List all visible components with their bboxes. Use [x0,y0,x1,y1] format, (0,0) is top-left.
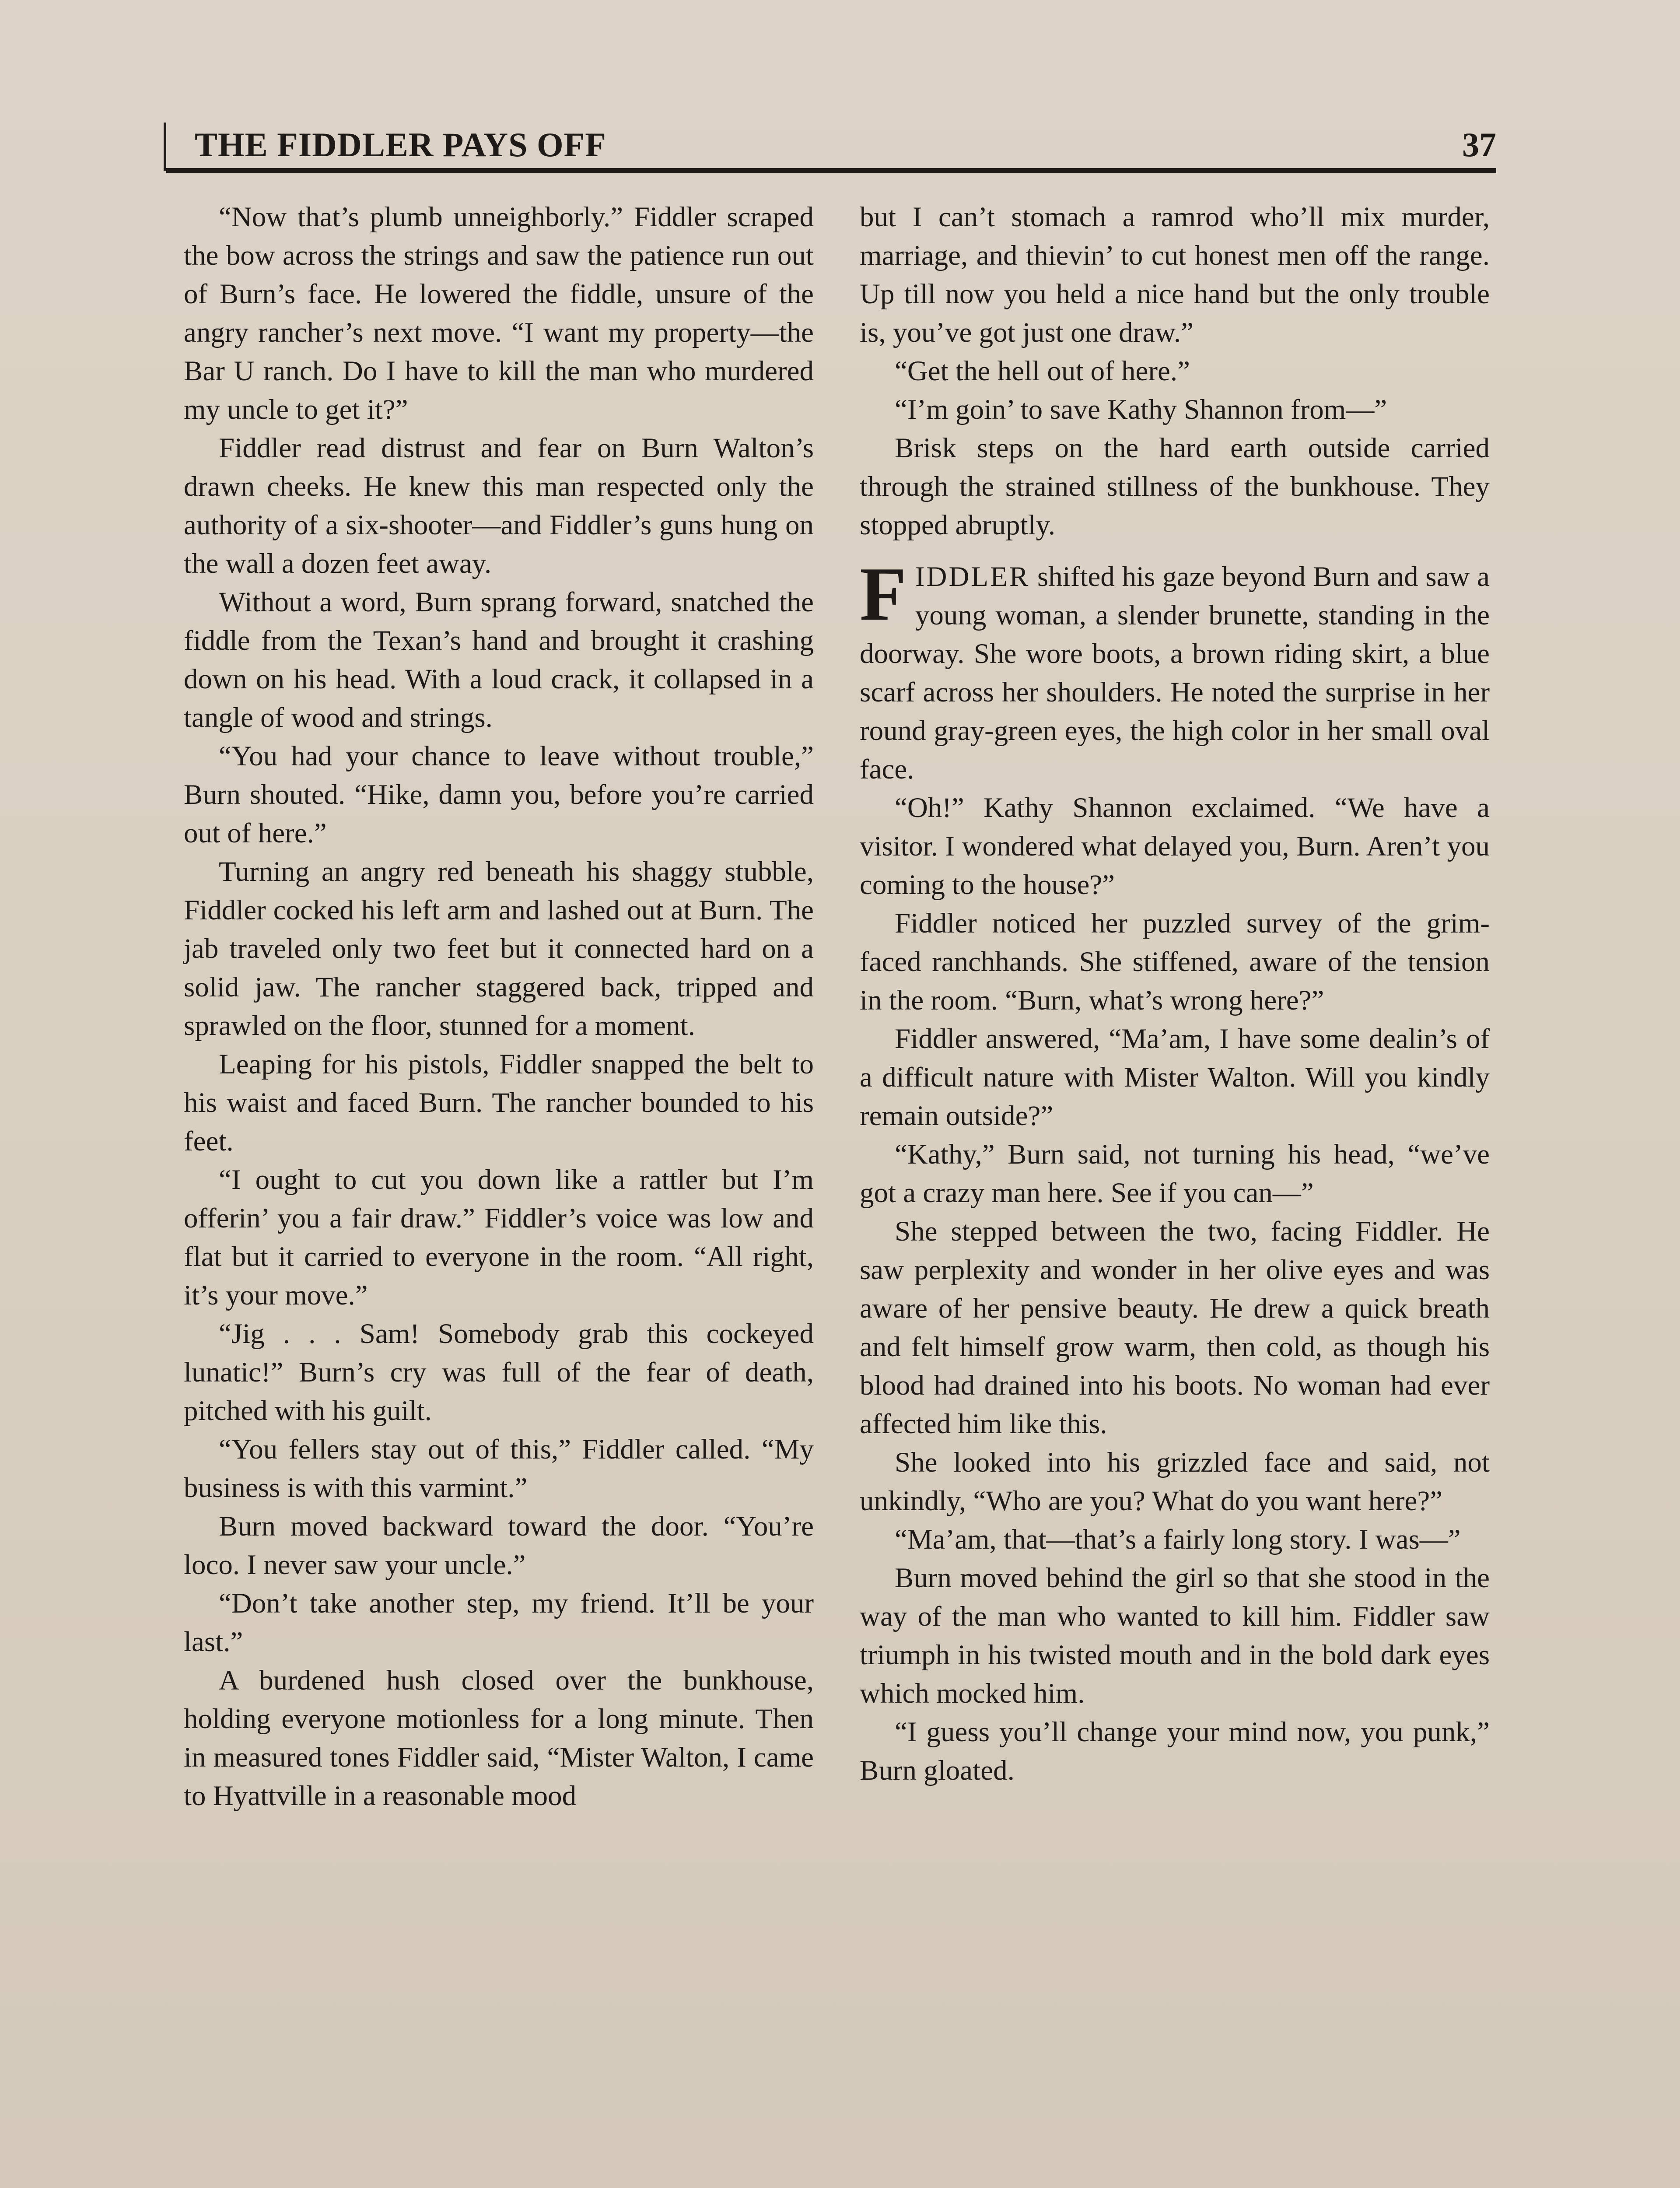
running-header [166,116,1496,173]
paragraph: “Jig . . . Sam! Somebody grab this cockeyed lunatic!” Burn’s cry was full of the fear of death, pitched with his guilt. [184,1318,814,1427]
opening-paragraph-text: shifted his gaze beyond Burn and saw a young woman, a slender brunette, standing in the doorway. She wore boots, a brown riding skirt, a blue scarf across her shoulders. He noted the surprise in her round gray-green eyes, the high color in her small oval face. [860,561,1490,785]
paragraph: Fiddler answered, “Ma’am, I have some dealin’s of a difficult nature with Mister Walton. Will you kindly remain outside?” [860,1023,1490,1132]
drop-cap: F [860,551,906,636]
paragraph: She looked into his grizzled face and said, not unkindly, “Who are you? What do you want here?” [860,1447,1490,1517]
paragraph: Without a word, Burn sprang forward, snatched the fiddle from the Texan’s hand and brought it crashing down on his head. With a loud crack, it collapsed in a tangle of wood and strings. [184,586,814,733]
paragraph: Burn moved behind the girl so that she stood in the way of the man who wanted to kill him. Fiddler saw triumph in his twisted mouth and in the bold dark eyes which mocked him. [860,1562,1490,1709]
paragraph: She stepped between the two, facing Fiddler. He saw perplexity and wonder in her olive eyes and was aware of her pensive beauty. He drew a quick breath and felt himself grow warm, then cold, as though his blood had drained into his boots. No woman had ever affected him like this. [860,1216,1490,1440]
section-opening-paragraph [860,551,1490,789]
right-text-column [860,198,1490,1790]
paragraph: “I’m goin’ to save Kathy Shannon from—” [895,394,1387,425]
page-number: 37 [1462,126,1496,164]
paragraph: “Ma’am, that—that’s a fairly long story. I was—” [895,1524,1461,1555]
paragraph: “You had your chance to leave without trouble,” Burn shouted. “Hike, damn you, before you’re carried out of here.” [184,740,814,849]
paragraph: “You fellers stay out of this,” Fiddler called. “My business is with this varmint.” [184,1434,814,1504]
paragraph: Brisk steps on the hard earth outside carried through the strained stillness of the bunkhouse. They stopped abruptly. [860,432,1490,541]
paragraph: Fiddler noticed her puzzled survey of the grim-faced ranchhands. She stiffened, aware of the tension in the room. “Burn, what’s wrong here?” [860,908,1490,1016]
left-text-column [184,198,814,1815]
paragraph: “I guess you’ll change your mind now, you punk,” Burn gloated. [860,1716,1490,1786]
paragraph: “Get the hell out of here.” [895,355,1190,387]
paragraph-continued: but I can’t stomach a ramrod who’ll mix murder, marriage, and thievin’ to cut honest men off the range. Up till now you held a nice hand but the only trouble is, you’ve got just one draw.” [860,201,1490,348]
paragraph: “Kathy,” Burn said, not turning his head, “we’ve got a crazy man here. See if you can—” [860,1139,1490,1209]
paragraph: “Now that’s plumb unneighborly.” Fiddler scraped the bow across the strings and saw the patience run out of Burn’s face. He lowered the fiddle, unsure of the angry rancher’s next move. “I want my property—the Bar U ranch. Do I have to kill the man who murdered my uncle to get it?” [184,201,814,425]
paragraph: A burdened hush closed over the bunkhouse, holding everyone motionless for a long minute. Then in measured tones Fiddler said, “Mister Walton, I came to Hyattville in a reasonable mood [184,1665,814,1812]
paragraph: Burn moved backward toward the door. “You’re loco. I never saw your uncle.” [184,1511,814,1581]
opening-word-rest: IDDLER [915,561,1030,593]
paragraph: “Don’t take another step, my friend. It’ll be your last.” [184,1588,814,1658]
paragraph: Fiddler read distrust and fear on Burn Walton’s drawn cheeks. He knew this man respected only the authority of a six-shooter—and Fiddler’s guns hung on the wall a dozen feet away. [184,432,814,579]
paragraph: “Oh!” Kathy Shannon exclaimed. “We have a visitor. I wondered what delayed you, Burn. Aren’t you coming to the house?” [860,792,1490,901]
paragraph: Leaping for his pistols, Fiddler snapped the belt to his waist and faced Burn. The rancher bounded to his feet. [184,1048,814,1157]
paragraph: Turning an angry red beneath his shaggy stubble, Fiddler cocked his left arm and lashed out at Burn. The jab traveled only two feet but it connected hard on a solid jaw. The rancher staggered back, tripped and sprawled on the floor, stunned for a moment. [184,856,814,1041]
paragraph: “I ought to cut you down like a rattler but I’m offerin’ you a fair draw.” Fiddler’s voice was low and flat but it carried to everyone in the room. “All right, it’s your move.” [184,1164,814,1311]
running-title: THE FIDDLER PAYS OFF [195,126,606,164]
